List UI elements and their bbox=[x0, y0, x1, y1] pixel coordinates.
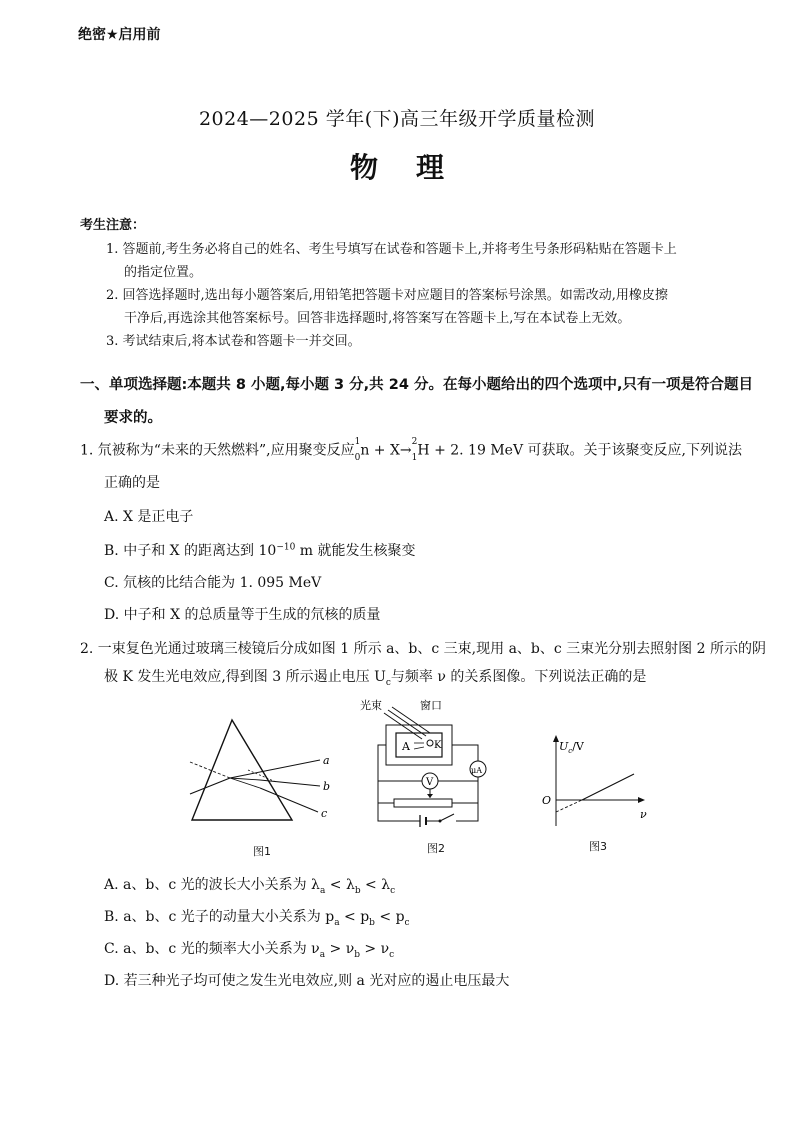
option-text: > ν bbox=[325, 941, 355, 957]
mass-number: 1 bbox=[354, 437, 361, 447]
subscript: c bbox=[389, 949, 395, 960]
incident-ray bbox=[190, 778, 230, 794]
figure-2-caption: 图2 bbox=[427, 842, 445, 855]
switch-pivot bbox=[439, 820, 442, 823]
voltmeter-label: V bbox=[426, 777, 434, 788]
q2-option-c bbox=[104, 938, 394, 960]
question-1-stem-cont: 正确的是 bbox=[104, 475, 160, 491]
equation-part: n + X→ bbox=[360, 442, 412, 459]
option-text: < λ bbox=[360, 877, 391, 893]
switch-lever bbox=[440, 814, 454, 821]
option-text: B. 中子和 X 的距离达到 10 bbox=[104, 543, 277, 559]
ray-label-a: a bbox=[323, 754, 330, 767]
q1-text: 1. 氘被称为“未来的天然燃料”,应用聚变反应 bbox=[80, 442, 355, 459]
notice-item: 干净后,再选涂其他答案标号。回答非选择题时,将答案写在答题卡上,写在本试卷上无效。 bbox=[124, 311, 631, 326]
option-text: C. a、b、c 光的频率大小关系为 ν bbox=[104, 941, 320, 957]
charge-number: 1 bbox=[411, 452, 418, 463]
slider-arrow bbox=[427, 794, 433, 798]
y-axis-unit: /V bbox=[572, 740, 584, 753]
window-label: 窗口 bbox=[420, 699, 442, 712]
stopping-voltage-line bbox=[582, 774, 634, 800]
q2-option-d: D. 若三种光子均可使之发生光电效应,则 a 光对应的遏止电压最大 bbox=[104, 973, 510, 989]
option-text: A. a、b、c 光的波长大小关系为 λ bbox=[104, 877, 320, 893]
cathode-label: K bbox=[434, 740, 442, 751]
x-axis-arrow bbox=[638, 797, 645, 803]
exponent: −10 bbox=[276, 542, 296, 553]
stem-text: 极 K 发生光电效应,得到图 3 所示遏止电压 U bbox=[104, 669, 386, 685]
exam-title: 2024—2025 学年(下)高三年级开学质量检测 bbox=[198, 108, 596, 130]
question-2-stem: 2. 一束复色光通过玻璃三棱镜后分成如图 1 所示 a、b、c 三束,现用 a、b、c 三束光分别去照射图 2 所示的阴 bbox=[80, 641, 766, 657]
subscript: b bbox=[369, 917, 375, 928]
rheostat bbox=[394, 799, 452, 807]
section-heading: 一、单项选择题:本题共 8 小题,每小题 3 分,共 24 分。在每小题给出的四个选项中,只有一项是符合题目 bbox=[80, 377, 753, 393]
y-axis-label bbox=[559, 740, 585, 755]
ray-c bbox=[260, 788, 318, 812]
light-beam bbox=[384, 713, 422, 739]
cathode-electrode bbox=[427, 740, 433, 746]
option-text: < p bbox=[339, 909, 370, 925]
extrapolated-line bbox=[556, 800, 582, 812]
y-axis-symbol: U bbox=[559, 740, 569, 753]
section-heading-cont: 要求的。 bbox=[104, 410, 162, 426]
question-1-stem bbox=[80, 438, 742, 463]
wire-right bbox=[452, 745, 478, 761]
confidential-label: 绝密★启用前 bbox=[78, 27, 161, 43]
ray-label-b: b bbox=[323, 780, 331, 793]
ammeter-label: μA bbox=[471, 766, 482, 775]
notice-item: 2. 回答选择题时,选出每小题答案后,用铅笔把答题卡对应题目的答案标号涂黑。如需改动,用橡皮擦 bbox=[106, 288, 668, 303]
q1-option-a: A. X 是正电子 bbox=[104, 509, 194, 525]
notice-item: 的指定位置。 bbox=[124, 265, 203, 280]
subscript: c bbox=[385, 677, 391, 688]
option-text: B. a、b、c 光子的动量大小关系为 p bbox=[104, 909, 335, 925]
q2-option-b bbox=[104, 906, 410, 928]
light-beam bbox=[388, 710, 426, 736]
ray-a bbox=[260, 760, 320, 772]
notice-item: 1. 答题前,考生务必将自己的姓名、考生号填写在试卷和答题卡上,并将考生号条形码粘贴在答题卡上 bbox=[106, 242, 677, 257]
origin-label: O bbox=[542, 794, 552, 807]
figure-1-prism bbox=[180, 712, 340, 832]
subject-title: 物理 bbox=[349, 151, 482, 184]
option-text: < λ bbox=[325, 877, 355, 893]
subscript: c bbox=[404, 917, 410, 928]
subscript: a bbox=[319, 885, 326, 896]
subscript: a bbox=[319, 949, 326, 960]
figure-3-caption: 图3 bbox=[589, 840, 607, 853]
notice-item: 3. 考试结束后,将本试卷和答题卡一并交回。 bbox=[106, 334, 361, 349]
beam-label: 光束 bbox=[360, 699, 382, 712]
option-text: m 就能发生核聚变 bbox=[295, 543, 416, 559]
option-text: < p bbox=[374, 909, 405, 925]
q1-option-b bbox=[104, 540, 416, 560]
equation-part: H + 2. 19 MeV 可获取。关于该聚变反应,下列说法 bbox=[417, 442, 742, 459]
subscript: c bbox=[390, 885, 396, 896]
subscript: b bbox=[354, 949, 360, 960]
notice-heading: 考生注意： bbox=[80, 218, 146, 233]
q2-option-a bbox=[104, 874, 395, 896]
wire-right-lower bbox=[456, 777, 478, 821]
x-axis-label: ν bbox=[640, 808, 647, 821]
question-2-stem-cont bbox=[104, 666, 646, 688]
prism-shape bbox=[192, 720, 292, 820]
electron-arrow bbox=[414, 747, 424, 749]
figure-1-caption: 图1 bbox=[253, 845, 271, 858]
figure-3-graph bbox=[536, 732, 656, 832]
figure-2-circuit bbox=[360, 697, 500, 835]
y-axis-subscript: c bbox=[568, 747, 573, 755]
stem-text: 与频率 ν 的关系图像。下列说法正确的是 bbox=[390, 669, 647, 685]
q1-option-c: C. 氘核的比结合能为 1. 095 MeV bbox=[104, 575, 322, 591]
q1-option-d: D. 中子和 X 的总质量等于生成的氘核的质量 bbox=[104, 607, 381, 623]
option-text: > ν bbox=[359, 941, 390, 957]
charge-number: 0 bbox=[354, 452, 361, 463]
mass-number: 2 bbox=[411, 437, 418, 447]
anode-label: A bbox=[402, 740, 410, 753]
subscript: b bbox=[354, 885, 361, 896]
ray-label-c: c bbox=[321, 807, 328, 820]
subscript: a bbox=[334, 917, 340, 928]
